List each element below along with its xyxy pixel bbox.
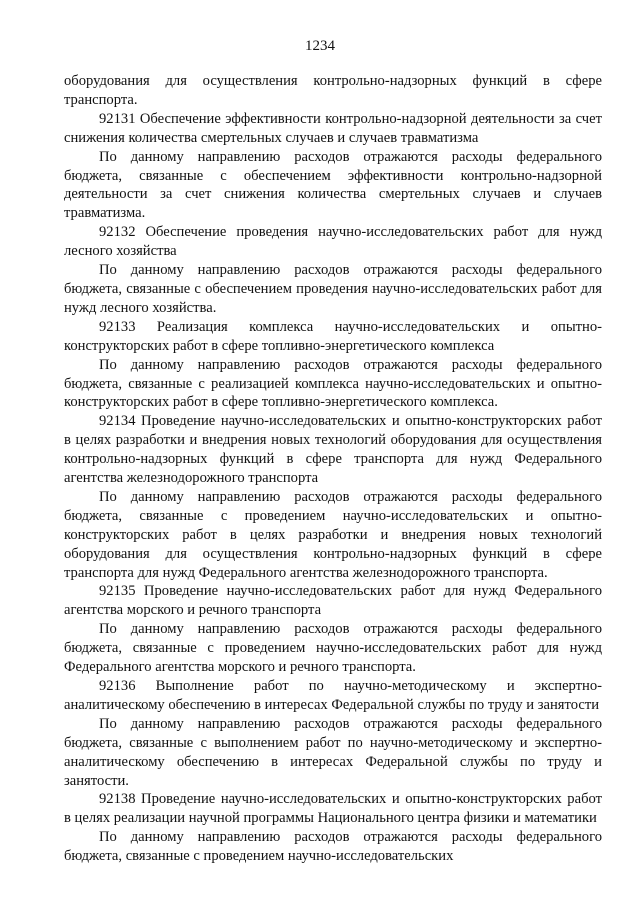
document-paragraph: По данному направлению расходов отражаются расходы федерального бюджета, связанные с обеспечением проведения научно-исследовательских работ для нужд лесного хозяйства. bbox=[64, 262, 602, 316]
document-paragraph: оборудования для осуществления контрольно-надзорных функций в сфере транспорта. bbox=[64, 73, 602, 108]
document-paragraph: 92132 Обеспечение проведения научно-исследовательских работ для нужд лесного хозяйства bbox=[64, 224, 602, 260]
document-paragraph: По данному направлению расходов отражаются расходы федерального бюджета, связанные с выполнением работ по научно-методическому и экспертно-аналитическому обеспечению в интересах Федеральной службы по труду и занятости. bbox=[64, 715, 602, 789]
document-paragraph: 92133 Реализация комплекса научно-исследовательских и опытно-конструкторских работ в сфере топливно-энергетического комплекса bbox=[64, 318, 602, 354]
page-number: 1234 bbox=[305, 38, 335, 54]
document-paragraph: По данному направлению расходов отражаются расходы федерального бюджета, связанные с обеспечением эффективности контрольно-надзорной деятельности за счет снижения количества смертельных случаев и случаев травматизма. bbox=[64, 148, 602, 222]
document-paragraph: 92136 Выполнение работ по научно-методическому и экспертно-аналитическому обеспечению в интересах Федеральной службы по труду и занятости bbox=[64, 678, 602, 713]
document-paragraph: 92134 Проведение научно-исследовательских и опытно-конструкторских работ в целях разработки и внедрения новых технологий оборудования для осуществления контрольно-надзорных функций в сфере транспорта для нужд Федерального агентства железнодорожного транспорта bbox=[64, 413, 602, 487]
document-paragraph: По данному направлению расходов отражаются расходы федерального бюджета, связанные с проведением научно-исследовательских bbox=[64, 829, 602, 865]
document-paragraph: 92131 Обеспечение эффективности контрольно-надзорной деятельности за счет снижения количества смертельных случаев и случаев травматизма bbox=[64, 110, 602, 146]
document-paragraph: По данному направлению расходов отражаются расходы федерального бюджета, связанные с реализацией комплекса научно-исследовательских и опытно-конструкторских работ в сфере топливно-энергетического комплекса. bbox=[64, 356, 602, 411]
document-body bbox=[64, 72, 602, 866]
document-paragraph: 92135 Проведение научно-исследовательских работ для нужд Федерального агентства морского и речного транспорта bbox=[64, 583, 602, 619]
document-paragraph: 92138 Проведение научно-исследовательских и опытно-конструкторских работ в целях реализации научной программы Национального центра физики и математики bbox=[64, 791, 602, 827]
document-paragraph: По данному направлению расходов отражаются расходы федерального бюджета, связанные с проведением научно-исследовательских работ для нужд Федерального агентства морского и речного транспорта. bbox=[64, 621, 602, 676]
document-paragraph: По данному направлению расходов отражаются расходы федерального бюджета, связанные с проведением научно-исследовательских и опытно-конструкторских работ в целях разработки и внедрения новых технологий оборудования для осуществления контрольно-надзорных функций в сфере транспорта для нужд Федерального агентства железнодорожного транспорта. bbox=[64, 488, 602, 581]
